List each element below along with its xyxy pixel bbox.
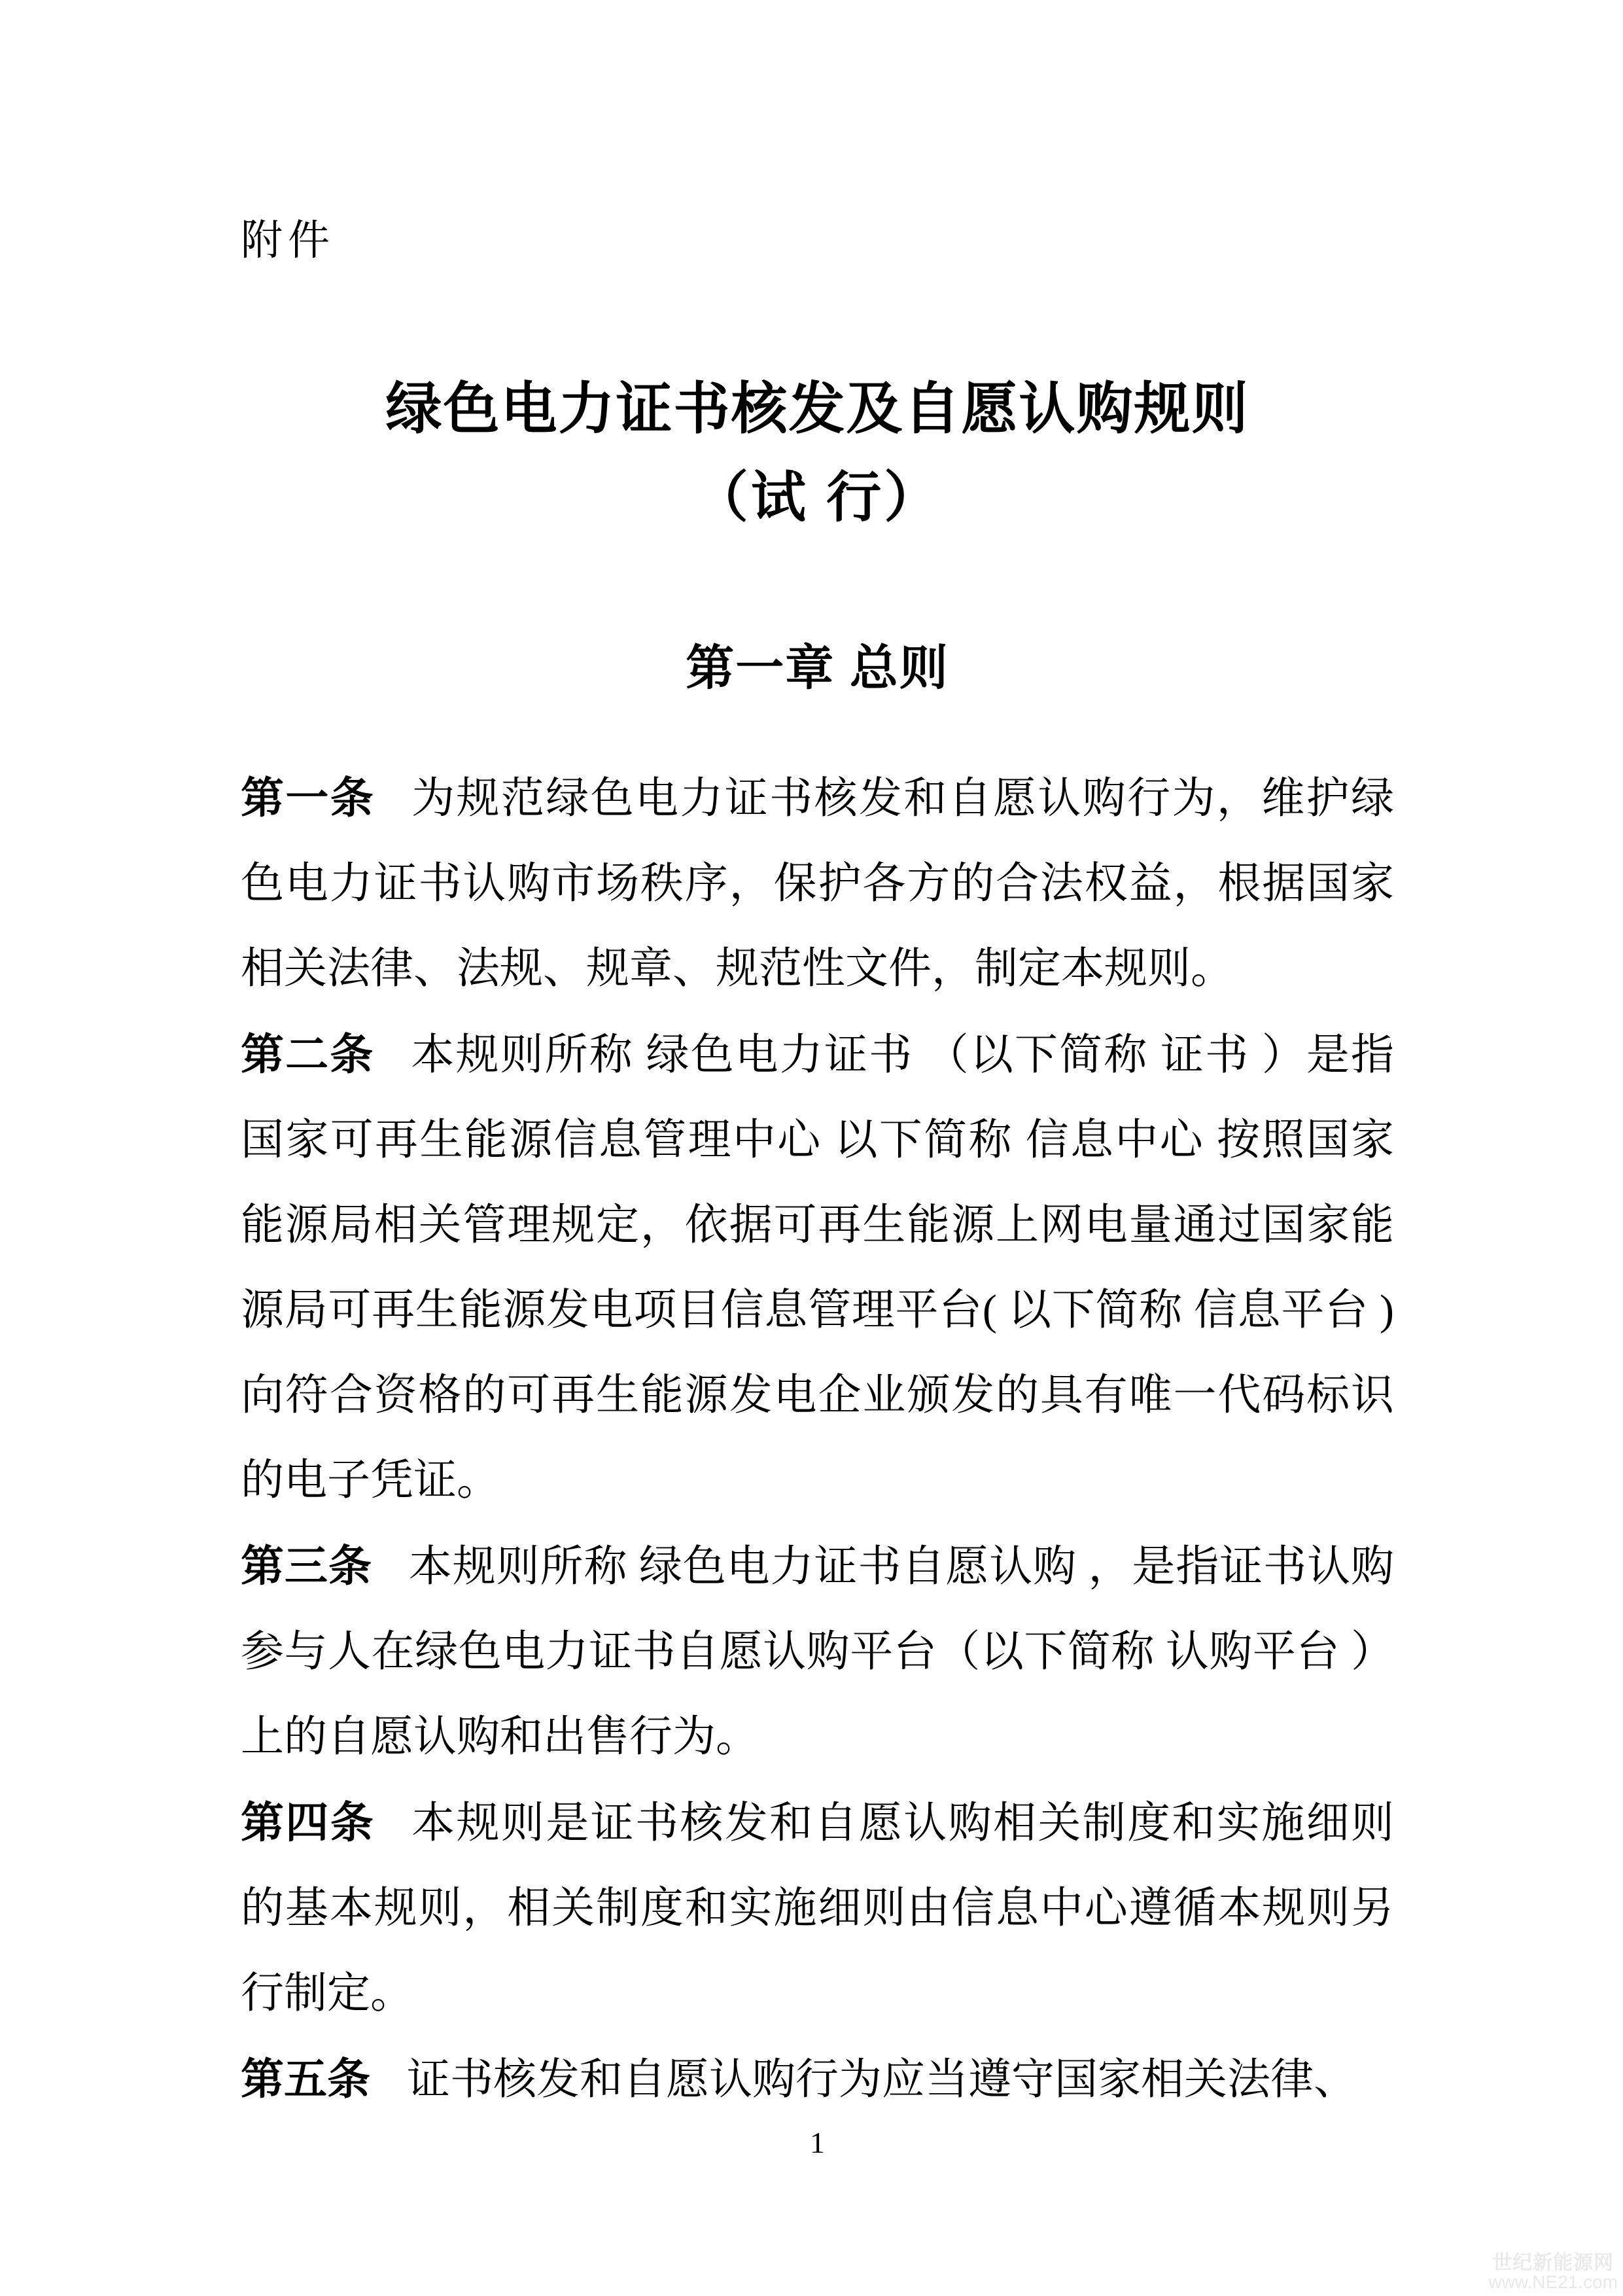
article-label: 第四条 xyxy=(241,1798,375,1846)
article-paragraph xyxy=(241,1012,1394,1523)
article-paragraph xyxy=(241,1523,1394,1780)
watermark-site-url: www.NE21.com xyxy=(1488,2272,1618,2292)
document-title: 绿色电力证书核发及自愿认购规则 xyxy=(385,378,1249,440)
article-paragraph xyxy=(241,2036,1394,2123)
article-label: 第一条 xyxy=(241,773,375,822)
article-text: 本规则是证书核发和自愿认购相关制度和实施细则的基本规则，相关制度和实施细则由信息中心遵循本规则另行制定。 xyxy=(241,1799,1394,2017)
watermark xyxy=(1488,2253,1618,2291)
article-text: 证书核发和自愿认购行为应当遵守国家相关法律、 xyxy=(407,2056,1357,2104)
article-label: 第二条 xyxy=(241,1030,375,1078)
attachment-label: 附件 xyxy=(241,217,335,264)
article-paragraph xyxy=(241,1780,1394,2036)
article-text: 本规则所称 绿色电力证书自愿认购 ，是指证书认购参与人在绿色电力证书自愿认购平台（以下简称 认购平台 ）上的自愿认购和出售行为。 xyxy=(241,1543,1395,1761)
articles-body xyxy=(241,755,1394,2123)
chapter-heading: 第一章 总则 xyxy=(686,641,949,695)
article-label: 第五条 xyxy=(241,2055,370,2103)
article-text: 本规则所称 绿色电力证书 （以下简称 证书 ）是指国家可再生能源信息管理中心 以下简称 信息中心 按照国家能源局相关管理规定，依据可再生能源上网电量通过国家能源局可再生能源发电项目信息管理平台( 以下简称 信息平台 )向符合资格的可再生能源发电企业颁发的具有唯一代码标识的电子凭证。 xyxy=(241,1031,1395,1504)
article-paragraph xyxy=(241,755,1394,1012)
document-subtitle: （试 行） xyxy=(693,467,942,528)
article-label: 第三条 xyxy=(241,1542,372,1590)
article-text: 为规范绿色电力证书核发和自愿认购行为，维护绿色电力证书认购市场秩序，保护各方的合法权益，根据国家相关法律、法规、规章、规范性文件，制定本规则。 xyxy=(241,775,1394,993)
page-number: 1 xyxy=(810,2126,825,2159)
watermark-site-name: 世纪新能源网 xyxy=(1492,2252,1614,2274)
